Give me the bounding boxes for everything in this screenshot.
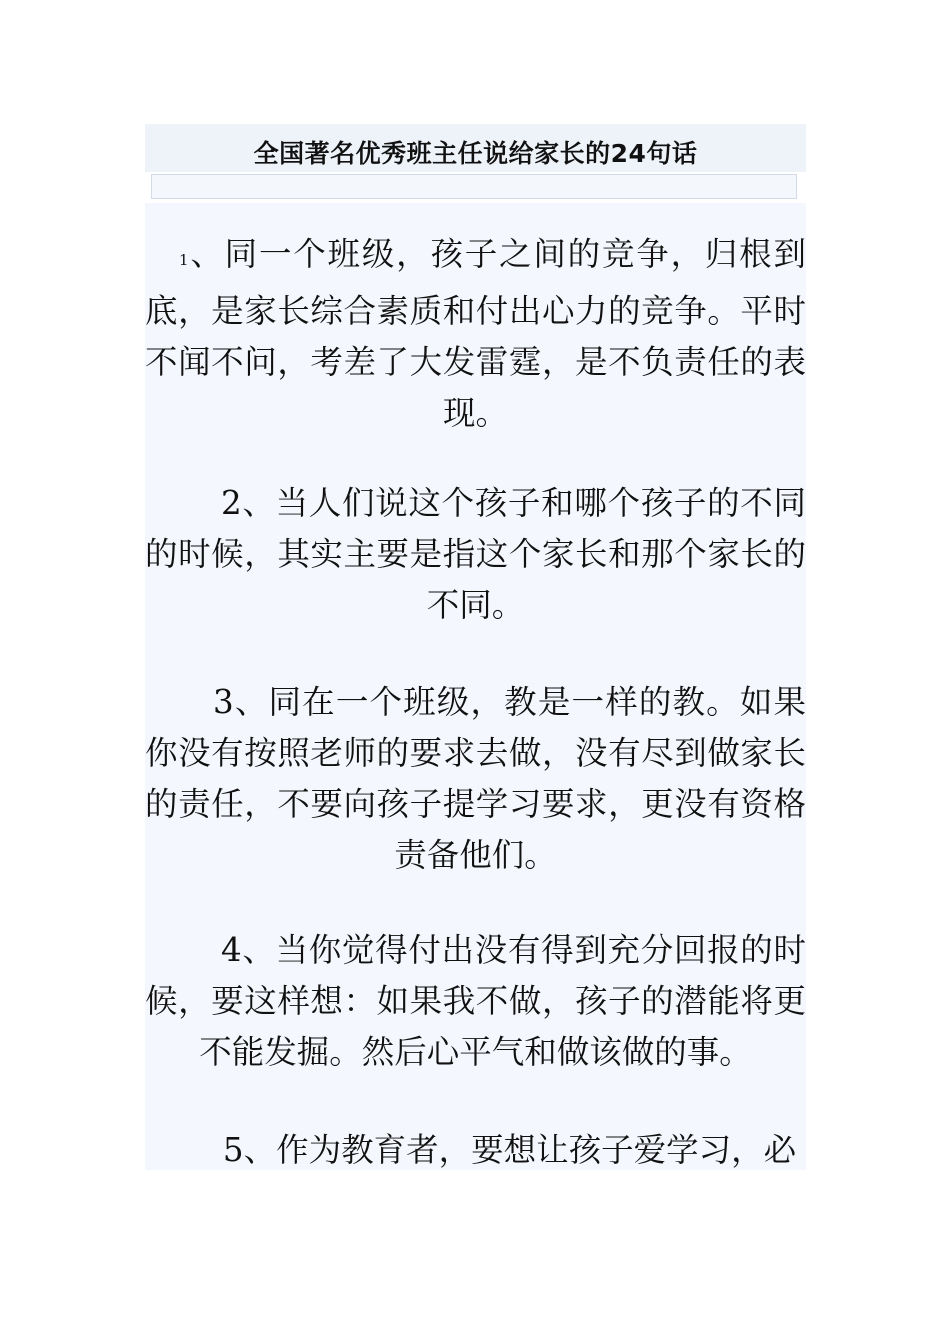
- paragraph-1: [145, 229, 806, 439]
- content-panel: [145, 203, 806, 1170]
- paragraph-number: 4: [221, 931, 242, 969]
- paragraph-number: 5: [222, 1131, 244, 1169]
- paragraph-text: 、同一个班级，孩子之间的竞争，归根到底，是家长综合素质和付出心力的竞争。平时不闻不问，考差了大发雷霆，是不负责任的表现。: [145, 235, 806, 432]
- paragraph-4: [145, 925, 806, 1078]
- paragraph-number: 1: [179, 251, 189, 269]
- paragraph-text: 、同在一个班级，教是一样的教。如果你没有按照老师的要求去做，没有尽到做家长的责任，不要向孩子提学习要求，更没有资格责备他们。: [145, 683, 806, 874]
- paragraph-number: 3: [213, 683, 234, 721]
- paragraph-2: [145, 478, 806, 631]
- paragraph-text: 、作为教育者，要想让孩子爱学习，必: [243, 1131, 797, 1169]
- paragraph-3: [145, 677, 806, 881]
- title-band: [145, 124, 806, 172]
- paragraph-text: 、当你觉得付出没有得到充分回报的时候，要这样想：如果我不做，孩子的潜能将更不能发掘。然后心平气和做该做的事。: [145, 931, 806, 1071]
- paragraph-5: [145, 1125, 806, 1170]
- empty-table-cell: [151, 174, 797, 199]
- paragraph-number: 2: [221, 484, 242, 522]
- paragraph-text: 、当人们说这个孩子和哪个孩子的不同的时候，其实主要是指这个家长和那个家长的不同。: [145, 484, 806, 624]
- document-title: 全国著名优秀班主任说给家长的24句话: [253, 139, 698, 168]
